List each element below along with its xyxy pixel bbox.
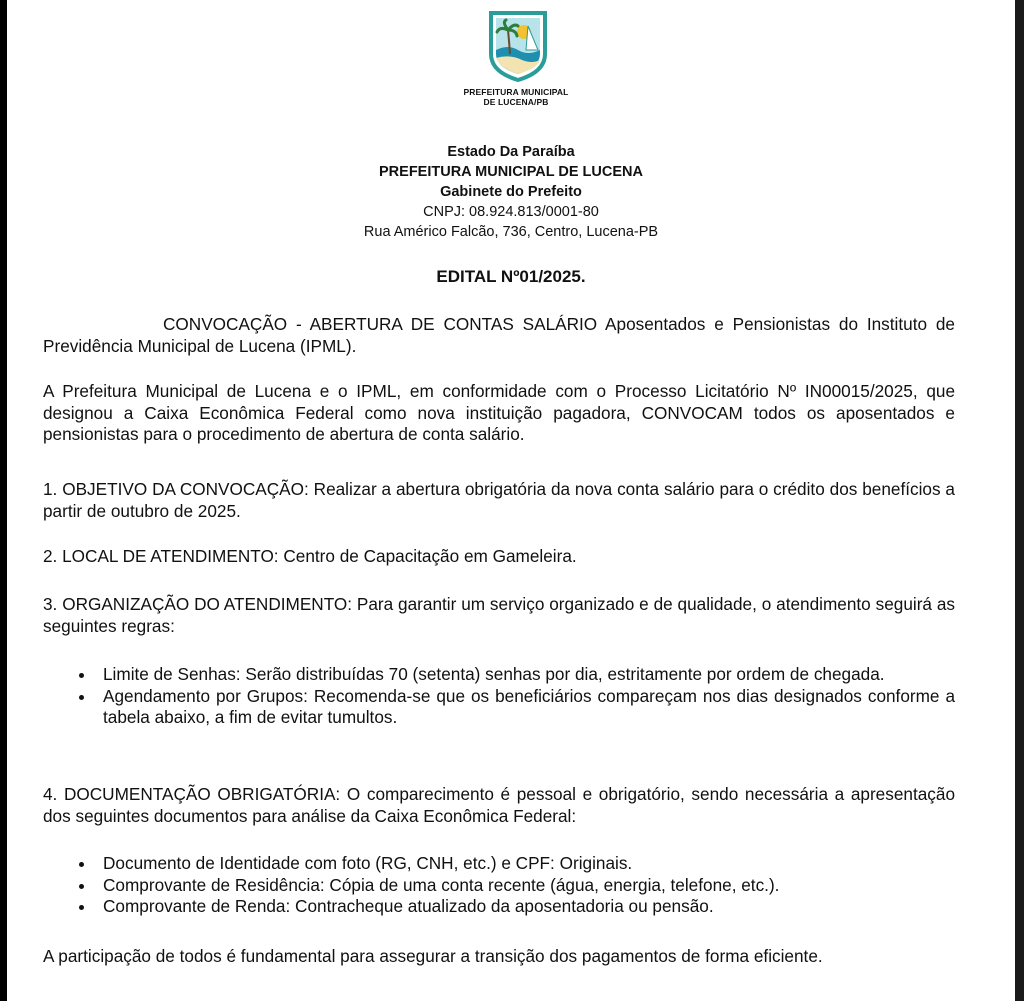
section-documentation: 4. DOCUMENTAÇÃO OBRIGATÓRIA: O comparecimento é pessoal e obrigatório, sendo necessária a apresentação dos seguintes documentos para análise da Caixa Econômica Federal: <box>43 784 955 826</box>
cnpj-line: CNPJ: 08.924.813/0001-80 <box>423 204 599 220</box>
document-page <box>7 0 1015 1001</box>
list-item-text: Comprovante de Renda: Contracheque atualizado da aposentadoria ou pensão. <box>103 896 714 916</box>
required-documents-list <box>65 853 955 918</box>
section-objective: 1. OBJETIVO DA CONVOCAÇÃO: Realizar a abertura obrigatória da nova conta salário para o crédito dos benefícios a partir de outubro de 2025. <box>43 479 955 521</box>
section-location: 2. LOCAL DE ATENDIMENTO: Centro de Capacitação em Gameleira. <box>43 546 577 566</box>
list-item <box>65 664 955 686</box>
letterhead <box>7 142 1015 242</box>
left-frame-edge <box>0 0 7 1001</box>
address-line: Rua Américo Falcão, 736, Centro, Lucena-PB <box>363 224 659 240</box>
bullet-icon <box>79 905 84 910</box>
list-item <box>65 853 955 875</box>
closing-paragraph: A participação de todos é fundamental para assegurar a transição dos pagamentos de forma eficiente. <box>43 946 823 966</box>
convocation-intro: CONVOCAÇÃO - ABERTURA DE CONTAS SALÁRIO Aposentados e Pensionistas do Instituto de Previdência Municipal de Lucena (IPML). <box>43 314 955 356</box>
state-name: Estado Da Paraíba <box>447 144 575 160</box>
list-item-text: Comprovante de Residência: Cópia de uma conta recente (água, energia, telefone, etc.). <box>103 874 780 895</box>
edital-title: EDITAL Nº01/2025. <box>436 267 586 286</box>
list-item <box>65 896 955 918</box>
list-item <box>65 686 955 729</box>
list-item-text: Agendamento por Grupos: Recomenda-se que os beneficiários compareçam nos dias designados conforme a tabela abaixo, a fim de evitar tumultos. <box>103 685 955 727</box>
bullet-icon <box>79 884 84 889</box>
prefeitura-name: PREFEITURA MUNICIPAL DE LUCENA <box>379 164 643 180</box>
logo-caption-line-2: DE LUCENA/PB <box>483 97 549 107</box>
right-frame-edge <box>1015 0 1024 1001</box>
logo-caption <box>411 87 621 107</box>
bullet-icon <box>79 673 84 678</box>
main-paragraph: A Prefeitura Municipal de Lucena e o IPML, em conformidade com o Processo Licitatório Nº IN00015/2025, que designou a Caixa Econômica Federal como nova instituição pagadora, CONVOCAM todos os aposentados e pensionistas para o procedimento de abertura de conta salário. <box>43 381 955 444</box>
gabinete-name: Gabinete do Prefeito <box>440 184 582 200</box>
list-item-text: Documento de Identidade com foto (RG, CNH, etc.) e CPF: Originais. <box>103 853 633 873</box>
list-item-text: Limite de Senhas: Serão distribuídas 70 (setenta) senhas por dia, estritamente por ordem de chegada. <box>103 664 885 684</box>
municipal-crest-icon <box>488 10 548 82</box>
organization-rules-list <box>65 664 955 729</box>
section-organization: 3. ORGANIZAÇÃO DO ATENDIMENTO: Para garantir um serviço organizado e de qualidade, o atendimento seguirá as seguintes regras: <box>43 594 955 636</box>
list-item <box>65 875 955 897</box>
bullet-icon <box>79 695 84 700</box>
bullet-icon <box>79 862 84 867</box>
logo-caption-line-1: PREFEITURA MUNICIPAL <box>463 87 569 97</box>
